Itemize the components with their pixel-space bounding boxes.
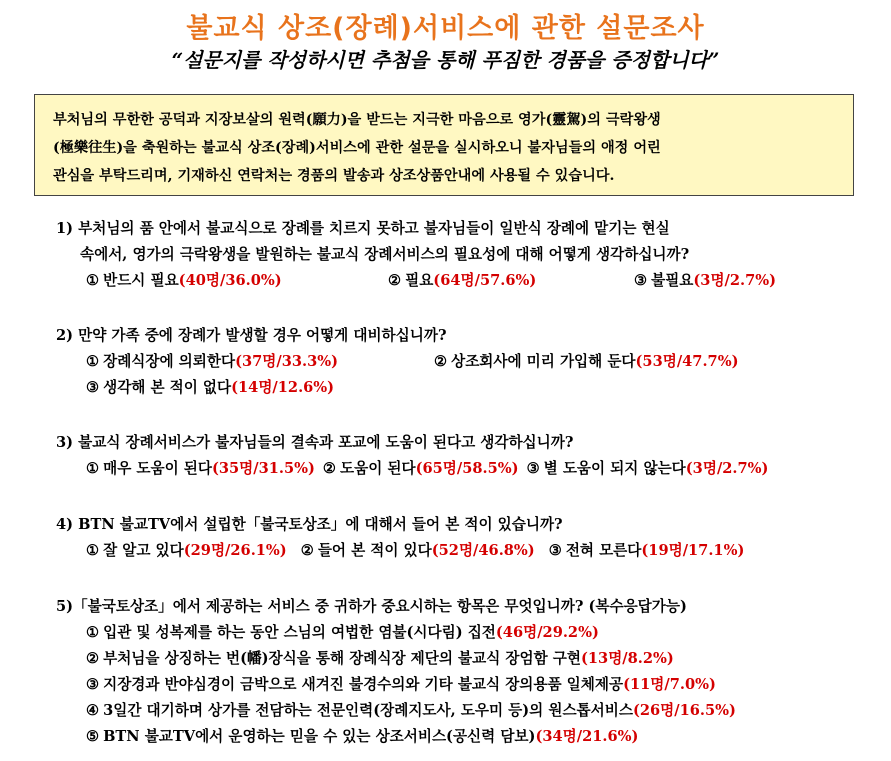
question-2 [56,323,738,401]
question-3-options [56,456,768,482]
question-4 [56,512,744,564]
intro-line: 관심을 부탁드리며, 기재하신 연락처는 경품의 발송과 상조상품안내에 사용될 수 있습니다. [53,168,615,184]
question-2-text: 2) 만약 가족 중에 장례가 발생할 경우 어떻게 대비하십니까? [56,327,447,344]
result: (37명/33.3%) [235,353,339,370]
result: (3명/2.7%) [685,460,769,477]
result: (35명/31.5%) [211,460,315,477]
result: (34명/21.6%) [535,728,639,745]
intro-line: 부처님의 무한한 공덕과 지장보살의 원력(願力)을 받드는 지극한 마음으로 영가(靈駕)의 극락왕생 [53,112,661,128]
option-5-4[interactable]: ④ 3일간 대기하며 상가를 전담하는 전문인력(장례지도사, 도우미 등)의 원스톱서비스(26명/16.5%) [86,702,736,719]
page-title: 불교식 상조(장례)서비스에 관한 설문조사 [186,13,705,44]
question-1 [56,216,776,294]
option-5-2[interactable]: ② 부처님을 상징하는 번(幡)장식을 통해 장례식장 제단의 불교식 장엄함 구현(13명/8.2%) [86,650,674,667]
question-3-text: 3) 불교식 장례서비스가 불자님들의 결속과 포교에 도움이 된다고 생각하십니까? [56,434,574,451]
result: (26명/16.5%) [632,702,736,719]
option-2-3[interactable]: ③ 생각해 본 적이 없다(14명/12.6%) [86,379,335,396]
result: (46명/29.2%) [495,624,599,641]
question-5-text: 5)「불국토상조」에서 제공하는 서비스 중 귀하가 중요시하는 항목은 무엇입니까? (복수응답가능) [56,598,687,615]
option-3-3[interactable]: ③ 별 도움이 되지 않는다(3명/2.7%) [526,460,769,477]
option-2-2[interactable]: ② 상조회사에 미리 가입해 둔다(53명/47.7%) [434,353,739,370]
question-1-text-cont: 속에서, 영가의 극락왕생을 발원하는 불교식 장례서비스의 필요성에 대해 어떻게 생각하십니까? [80,246,690,263]
question-5 [56,594,736,750]
result: (53명/47.7%) [635,353,739,370]
option-3-2[interactable]: ② 도움이 된다(65명/58.5%) [322,460,519,477]
option-5-5[interactable]: ⑤ BTN 불교TV에서 운영하는 믿을 수 있는 상조서비스(공신력 담보)(34명/21.6%) [86,728,639,745]
question-4-text: 4) BTN 불교TV에서 설립한「불국토상조」에 대해서 들어 본 적이 있습니까? [56,516,563,533]
option-1-2[interactable]: ② 필요(64명/57.6%) [388,272,537,289]
option-5-3[interactable]: ③ 지장경과 반야심경이 금박으로 새겨진 불경수의와 기타 불교식 장의용품 일체제공(11명/7.0%) [86,676,716,693]
result: (64명/57.6%) [433,272,537,289]
option-4-2[interactable]: ② 들어 본 적이 있다(52명/46.8%) [300,542,535,559]
result: (13명/8.2%) [580,650,674,667]
option-2-1[interactable]: ① 장례식장에 의뢰한다(37명/33.3%) [86,353,339,370]
result: (29명/26.1%) [183,542,287,559]
intro-line: (極樂往生)을 축원하는 불교식 상조(장례)서비스에 관한 설문을 실시하오니 불자님들의 애정 어린 [53,140,661,156]
option-1-1[interactable]: ① 반드시 필요(40명/36.0%) [86,272,282,289]
intro-box [34,94,854,196]
question-1-text: 1) 부처님의 품 안에서 불교식으로 장례를 치르지 못하고 불자님들이 일반식 장례에 맡기는 현실 [56,220,670,237]
option-4-3[interactable]: ③ 전혀 모른다(19명/17.1%) [548,542,745,559]
question-4-options [56,538,744,564]
result: (65명/58.5%) [415,460,519,477]
question-2-options [56,349,738,375]
result: (40명/36.0%) [178,272,282,289]
page-subtitle: “설문지를 작성하시면 추첨을 통해 푸짐한 경품을 증정합니다” [171,48,720,72]
option-1-3[interactable]: ③ 불필요(3명/2.7%) [634,272,777,289]
option-3-1[interactable]: ① 매우 도움이 된다(35명/31.5%) [86,460,315,477]
result: (11명/7.0%) [623,676,716,693]
result: (3명/2.7%) [693,272,777,289]
question-2-options-cont [56,375,738,401]
question-1-options [56,268,776,294]
result: (14명/12.6%) [231,379,335,396]
option-4-1[interactable]: ① 잘 알고 있다(29명/26.1%) [86,542,287,559]
result: (52명/46.8%) [431,542,535,559]
result: (19명/17.1%) [641,542,745,559]
option-5-1[interactable]: ① 입관 및 성복제를 하는 동안 스님의 여법한 염불(시다림) 집전(46명/29.2%) [86,624,599,641]
question-3 [56,430,768,482]
